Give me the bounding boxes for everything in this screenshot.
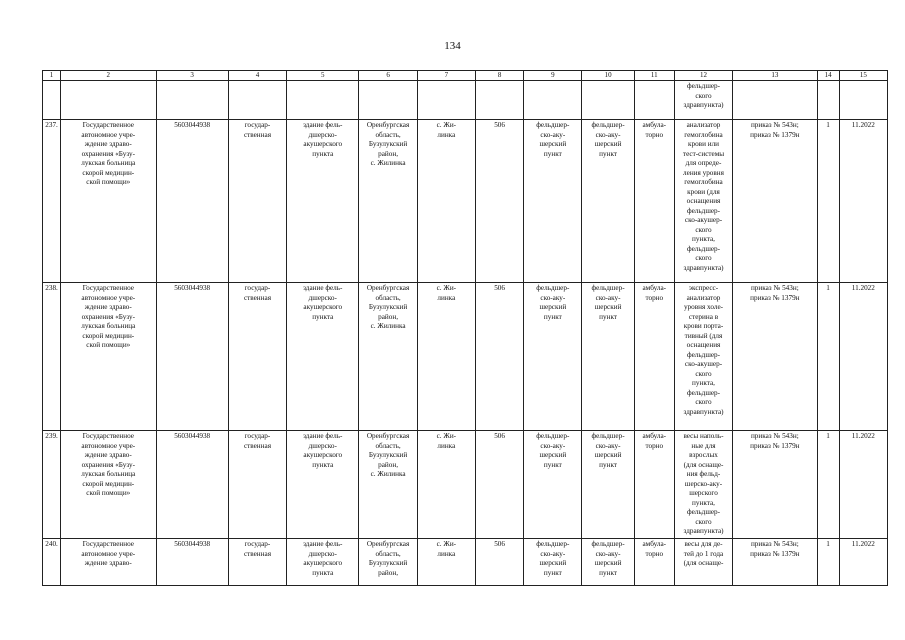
building-cell-line: дшерско- (308, 549, 337, 558)
equipment-cell-line: тест-системы (682, 149, 725, 158)
date-cell: 11.2022 (839, 539, 887, 586)
equipment-cell-line: (для оснаще- (683, 559, 724, 567)
unit-cell-line: ско-аку- (595, 293, 621, 302)
order-cell-line: приказ № 1379н (750, 549, 800, 558)
equipment-cell (674, 431, 732, 539)
building-cell-line: дшерско- (308, 130, 337, 139)
inn-cell: 5603044938 (156, 431, 228, 539)
settlement-cell-line: с. Жи- (436, 284, 457, 292)
organization-cell-line: автономное учре- (81, 130, 136, 139)
building-cell-line: акушерского (303, 140, 343, 148)
organization-cell-line: Государственное (82, 284, 134, 292)
quantity-cell: 1 (817, 283, 839, 431)
address-cell-line: Оренбургская (366, 284, 410, 292)
address-cell-line: Оренбургская (366, 432, 410, 440)
table-row (43, 120, 888, 283)
equipment-cell (674, 81, 732, 120)
ownership-cell-line: государ- (244, 540, 271, 548)
unit-type-cell-line: пункт (543, 149, 562, 158)
equipment-cell-line: ского (695, 369, 712, 378)
organization-cell-line: автономное учре- (81, 441, 136, 450)
organization-cell (61, 120, 156, 283)
unit-cell-line: ско-аку- (595, 441, 621, 450)
unit-type-cell-line: шерский (539, 303, 567, 311)
unit-cell-line: фельдшер- (591, 284, 625, 292)
column-number-cell: 8 (475, 71, 523, 81)
inn-cell: 5603044938 (156, 283, 228, 431)
building-cell-line: пункта (312, 460, 334, 469)
ownership-cell-line: ственная (243, 130, 271, 139)
equipment-cell-line: ского (695, 517, 712, 526)
care-form-cell-line: торно (645, 293, 664, 302)
unit-type-cell-line: ско-аку- (540, 293, 566, 302)
organization-cell-line: Государственное (82, 540, 134, 548)
equipment-cell-line: весы для де- (684, 540, 723, 548)
care-form-cell-line: амбула- (642, 284, 667, 292)
equipment-cell-line: ные для (691, 441, 716, 450)
code-cell: 506 (475, 431, 523, 539)
unit-type-cell-line: шерский (539, 559, 567, 567)
organization-cell-line: лукская больница (81, 470, 136, 478)
organization-cell-line: ской помощи» (86, 341, 131, 349)
care-form-cell (634, 431, 674, 539)
column-number-cell: 7 (417, 71, 475, 81)
settlement-cell-line: с. Жи- (436, 432, 457, 440)
unit-type-cell-line: ско-аку- (540, 130, 566, 139)
address-cell-line: область, (375, 293, 401, 302)
column-number-cell: 5 (287, 71, 359, 81)
column-number-cell: 3 (156, 71, 228, 81)
equipment-cell-line: (для оснаще- (683, 460, 724, 469)
inn-cell: 5603044938 (156, 539, 228, 586)
address-cell-line: Оренбургская (366, 540, 410, 548)
organization-cell-line: автономное учре- (81, 293, 136, 302)
equipment-cell-line: ского (695, 254, 712, 262)
equipment-cell-line: фельдшер- (686, 244, 721, 253)
date-cell: 11.2022 (839, 283, 887, 431)
address-cell (359, 539, 417, 586)
ownership-cell-line: государ- (244, 121, 271, 129)
order-cell (733, 120, 817, 283)
address-cell-line: район, (378, 312, 398, 321)
table-row (43, 539, 888, 586)
equipment-cell-line: крови порта- (683, 322, 724, 330)
settlement-cell (417, 431, 475, 539)
unit-type-cell (524, 431, 582, 539)
settlement-cell-line: линка (437, 130, 456, 139)
unit-cell-line: пункт (599, 312, 617, 321)
column-number-cell: 9 (524, 71, 582, 81)
organization-cell-line: охранения «Бузу- (81, 149, 136, 158)
empty-cell (228, 81, 286, 120)
address-cell-line: с. Жилинка (370, 322, 406, 330)
ownership-cell-line: ственная (243, 441, 271, 450)
empty-cell (287, 81, 359, 120)
inn-cell: 5603044938 (156, 120, 228, 283)
continuation-row (43, 81, 888, 120)
settlement-cell (417, 120, 475, 283)
column-number-cell: 12 (674, 71, 732, 81)
empty-cell (417, 81, 475, 120)
ownership-cell-line: государ- (244, 284, 271, 292)
organization-cell-line: лукская больница (81, 322, 136, 330)
row-number-cell: 237. (43, 120, 61, 283)
order-cell-line: приказ № 1379н (750, 293, 800, 302)
unit-cell (582, 539, 634, 586)
unit-type-cell-line: пункт (543, 460, 562, 469)
building-cell-line: здание фель- (303, 432, 343, 440)
row-number-cell: 240. (43, 539, 61, 586)
quantity-cell: 1 (817, 120, 839, 283)
unit-cell (582, 431, 634, 539)
building-cell (287, 431, 359, 539)
row-number-cell: 239. (43, 431, 61, 539)
unit-type-cell-line: фельдшер- (536, 432, 570, 440)
building-cell-line: акушерского (303, 451, 343, 459)
equipment-cell-line: здравпункта) (683, 527, 724, 535)
organization-cell-line: ждение здраво- (84, 451, 132, 459)
organization-cell-line: охранения «Бузу- (81, 312, 136, 321)
ownership-cell (228, 539, 286, 586)
unit-cell-line: шерский (594, 559, 622, 567)
equipment-cell-line: стерина в (688, 312, 719, 321)
organization-cell-line: ждение здраво- (84, 559, 132, 567)
building-cell-line: здание фель- (303, 284, 343, 292)
organization-cell-line: Государственное (82, 432, 134, 440)
equipment-cell-line: пункта, (692, 235, 715, 243)
empty-cell (524, 81, 582, 120)
building-cell-line: здание фель- (303, 540, 343, 548)
registry-table (42, 70, 888, 586)
ownership-cell-line: ственная (243, 549, 271, 558)
equipment-cell-line: оснащения (686, 197, 721, 205)
address-cell-line: Бузулукский (368, 140, 408, 148)
equipment-cell-line: крови (для (687, 187, 720, 196)
equipment-cell-line: ского (695, 91, 712, 100)
empty-cell (43, 81, 61, 120)
address-cell-line: район, (378, 149, 398, 158)
organization-cell-line: ждение здраво- (84, 303, 132, 311)
address-cell-line: с. Жилинка (370, 470, 406, 478)
ownership-cell (228, 283, 286, 431)
organization-cell (61, 283, 156, 431)
code-cell: 506 (475, 283, 523, 431)
unit-type-cell-line: фельдшер- (536, 540, 570, 548)
organization-cell-line: ской помощи» (86, 489, 131, 497)
ownership-cell (228, 120, 286, 283)
empty-cell (61, 81, 156, 120)
unit-type-cell-line: фельдшер- (536, 284, 570, 292)
care-form-cell-line: амбула- (642, 121, 667, 129)
column-number-cell: 11 (634, 71, 674, 81)
care-form-cell-line: торно (645, 130, 664, 139)
care-form-cell-line: торно (645, 549, 664, 558)
equipment-cell-line: фельдшер- (686, 388, 721, 397)
address-cell-line: область, (375, 130, 401, 139)
equipment-cell-line: шерско-аку- (684, 479, 723, 488)
settlement-cell-line: с. Жи- (436, 540, 457, 548)
building-cell-line: пункта (312, 568, 334, 577)
column-number-cell: 10 (582, 71, 634, 81)
date-cell: 11.2022 (839, 431, 887, 539)
address-cell-line: район, (378, 460, 398, 469)
unit-cell-line: пункт (599, 149, 617, 158)
empty-cell (582, 81, 634, 120)
address-cell (359, 120, 417, 283)
unit-cell-line: пункт (599, 568, 617, 577)
equipment-cell-line: анализатор (686, 293, 721, 302)
address-cell-line: область, (375, 441, 401, 450)
organization-cell-line: ждение здраво- (84, 140, 132, 148)
row-number-cell: 238. (43, 283, 61, 431)
equipment-cell-line: здравпункта) (683, 263, 724, 272)
equipment-cell-line: гемоглобина (684, 130, 723, 139)
order-cell-line: приказ № 543н; (750, 540, 799, 548)
address-cell-line: район, (378, 568, 398, 577)
order-cell-line: приказ № 543н; (750, 121, 799, 129)
equipment-cell-line: гемоглобина (684, 178, 723, 186)
organization-cell-line: скорой медицин- (82, 168, 135, 177)
order-cell-line: приказ № 543н; (750, 432, 799, 440)
equipment-cell-line: экспресс- (688, 284, 719, 292)
column-number-cell: 4 (228, 71, 286, 81)
care-form-cell (634, 120, 674, 283)
building-cell-line: здание фель- (303, 121, 343, 129)
unit-type-cell-line: пункт (543, 568, 562, 577)
column-number-cell: 15 (839, 71, 887, 81)
settlement-cell-line: линка (437, 549, 456, 558)
empty-cell (359, 81, 417, 120)
unit-type-cell-line: пункт (543, 312, 562, 321)
empty-cell (733, 81, 817, 120)
unit-type-cell (524, 120, 582, 283)
building-cell (287, 120, 359, 283)
table-row (43, 283, 888, 431)
ownership-cell-line: государ- (244, 432, 271, 440)
unit-cell-line: пункт (599, 460, 617, 469)
quantity-cell: 1 (817, 539, 839, 586)
organization-cell-line: ской помощи» (86, 178, 131, 186)
settlement-cell-line: линка (437, 441, 456, 450)
equipment-cell (674, 120, 732, 283)
equipment-cell-line: оснащения (686, 341, 721, 349)
code-cell: 506 (475, 539, 523, 586)
address-cell-line: Оренбургская (366, 121, 410, 129)
equipment-cell-line: пункта, (692, 498, 715, 507)
organization-cell-line: Государственное (82, 121, 134, 129)
order-cell (733, 539, 817, 586)
settlement-cell-line: линка (437, 293, 456, 302)
empty-cell (634, 81, 674, 120)
order-cell (733, 431, 817, 539)
care-form-cell (634, 283, 674, 431)
address-cell-line: Бузулукский (368, 451, 408, 459)
unit-type-cell-line: фельдшер- (536, 121, 570, 129)
equipment-cell-line: уровня холе- (683, 303, 724, 311)
organization-cell-line: скорой медицин- (82, 479, 135, 488)
care-form-cell (634, 539, 674, 586)
page-number: 134 (444, 40, 461, 52)
ownership-cell-line: ственная (243, 293, 271, 302)
equipment-cell (674, 539, 732, 586)
empty-cell (839, 81, 887, 120)
date-cell: 11.2022 (839, 120, 887, 283)
building-cell-line: пункта (312, 149, 334, 158)
empty-cell (817, 81, 839, 120)
organization-cell-line: автономное учре- (81, 549, 136, 558)
column-number-cell: 6 (359, 71, 417, 81)
equipment-cell-line: пункта, (692, 379, 715, 387)
equipment-cell-line: ления уровня (683, 168, 724, 177)
code-cell: 506 (475, 120, 523, 283)
organization-cell-line: скорой медицин- (82, 331, 135, 340)
equipment-cell-line: крови или (688, 140, 719, 148)
building-cell-line: акушерского (303, 559, 343, 567)
column-number-cell: 1 (43, 71, 61, 81)
column-number-cell: 2 (61, 71, 156, 81)
empty-cell (156, 81, 228, 120)
column-number-cell: 14 (817, 71, 839, 81)
equipment-cell-line: ского (695, 398, 712, 406)
unit-cell-line: шерский (594, 303, 622, 311)
building-cell (287, 539, 359, 586)
order-cell-line: приказ № 1379н (750, 441, 800, 450)
unit-cell-line: шерский (594, 140, 622, 148)
settlement-cell-line: с. Жи- (436, 121, 457, 129)
equipment-cell-line: взрослых (689, 451, 718, 459)
equipment-cell-line: фельдшер- (686, 508, 721, 516)
unit-type-cell (524, 539, 582, 586)
empty-cell (475, 81, 523, 120)
order-cell-line: приказ № 543н; (750, 284, 799, 292)
quantity-cell: 1 (817, 431, 839, 539)
equipment-cell-line: фельдшер- (686, 350, 721, 359)
equipment-cell-line: здравпункта) (683, 101, 724, 109)
unit-cell-line: фельдшер- (591, 432, 625, 440)
address-cell (359, 283, 417, 431)
unit-type-cell-line: шерский (539, 140, 567, 148)
unit-cell-line: шерский (594, 451, 622, 459)
building-cell-line: дшерско- (308, 441, 337, 450)
equipment-cell-line: фельдшер- (686, 206, 721, 215)
unit-cell-line: ско-аку- (595, 549, 621, 558)
unit-type-cell-line: ско-аку- (540, 549, 566, 558)
address-cell-line: с. Жилинка (370, 159, 406, 167)
building-cell-line: пункта (312, 312, 334, 321)
unit-type-cell-line: ско-аку- (540, 441, 566, 450)
equipment-cell-line: шерского (689, 489, 718, 497)
equipment-cell-line: для опреде- (685, 159, 722, 167)
unit-cell (582, 283, 634, 431)
equipment-cell-line: тей до 1 года (683, 549, 724, 558)
organization-cell-line: охранения «Бузу- (81, 460, 136, 469)
settlement-cell (417, 283, 475, 431)
equipment-cell-line: анализатор (686, 121, 721, 129)
order-cell (733, 283, 817, 431)
equipment-cell-line: ско-акушер- (684, 360, 723, 368)
table-row (43, 431, 888, 539)
care-form-cell-line: торно (645, 441, 664, 450)
equipment-cell-line: тивный (для (684, 331, 723, 340)
unit-type-cell-line: шерский (539, 451, 567, 459)
unit-cell-line: ско-аку- (595, 130, 621, 139)
address-cell-line: Бузулукский (368, 303, 408, 311)
building-cell-line: акушерского (303, 303, 343, 311)
equipment-cell-line: ния фельд- (686, 470, 721, 478)
address-cell-line: область, (375, 549, 401, 558)
building-cell (287, 283, 359, 431)
unit-cell-line: фельдшер- (591, 540, 625, 548)
equipment-cell-line: весы наполь- (683, 432, 724, 440)
column-number-row (43, 71, 888, 81)
unit-cell-line: фельдшер- (591, 121, 625, 129)
order-cell-line: приказ № 1379н (750, 130, 800, 139)
address-cell-line: Бузулукский (368, 559, 408, 567)
equipment-cell-line: фельдшер- (686, 82, 721, 90)
organization-cell (61, 539, 156, 586)
equipment-cell-line: ского (695, 225, 712, 234)
organization-cell-line: лукская больница (81, 159, 136, 167)
unit-cell (582, 120, 634, 283)
equipment-cell-line: ско-акушер- (684, 216, 723, 224)
unit-type-cell (524, 283, 582, 431)
column-number-cell: 13 (733, 71, 817, 81)
care-form-cell-line: амбула- (642, 432, 667, 440)
address-cell (359, 431, 417, 539)
ownership-cell (228, 431, 286, 539)
settlement-cell (417, 539, 475, 586)
equipment-cell-line: здравпункта) (683, 407, 724, 416)
organization-cell (61, 431, 156, 539)
equipment-cell (674, 283, 732, 431)
building-cell-line: дшерско- (308, 293, 337, 302)
care-form-cell-line: амбула- (642, 540, 667, 548)
